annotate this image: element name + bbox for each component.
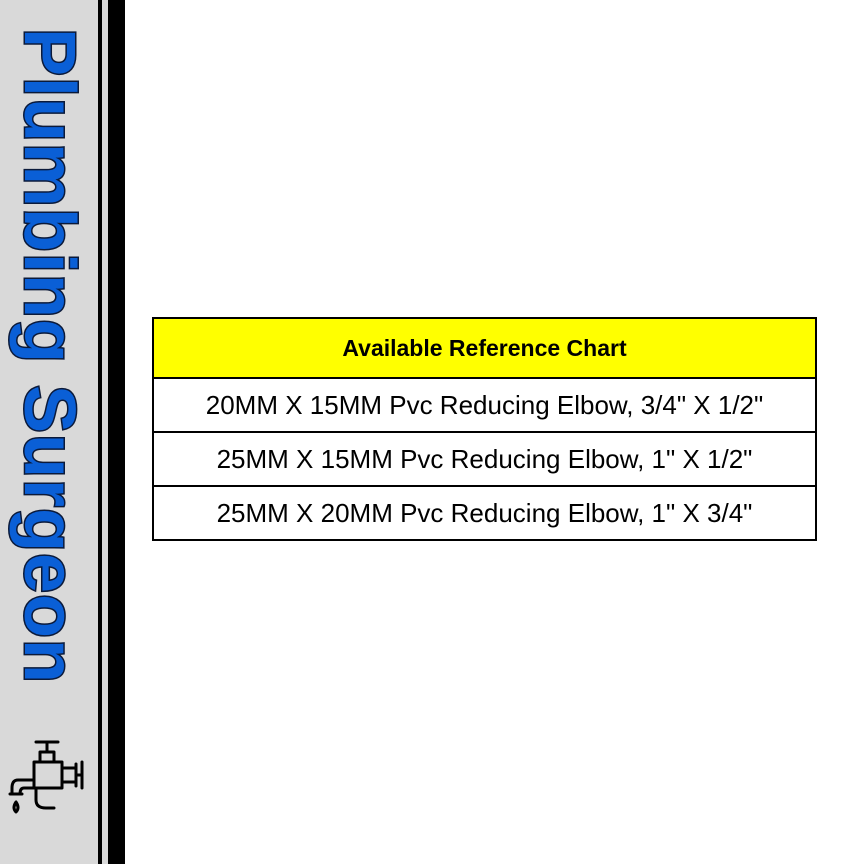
table-cell: 25MM X 15MM Pvc Reducing Elbow, 1" X 1/2" <box>153 432 816 486</box>
brand-name: Plumbing Surgeon <box>9 28 89 684</box>
reference-chart-table <box>152 317 817 541</box>
tap-icon <box>6 738 90 822</box>
divider-bar <box>108 0 125 864</box>
table-cell: 20MM X 15MM Pvc Reducing Elbow, 3/4" X 1/2" <box>153 378 816 432</box>
table-header-row <box>153 318 816 378</box>
brand-sidebar <box>0 0 98 864</box>
table-row <box>153 378 816 432</box>
table-cell: 25MM X 20MM Pvc Reducing Elbow, 1" X 3/4" <box>153 486 816 540</box>
table-header: Available Reference Chart <box>153 318 816 378</box>
table-row <box>153 486 816 540</box>
table-row <box>153 432 816 486</box>
